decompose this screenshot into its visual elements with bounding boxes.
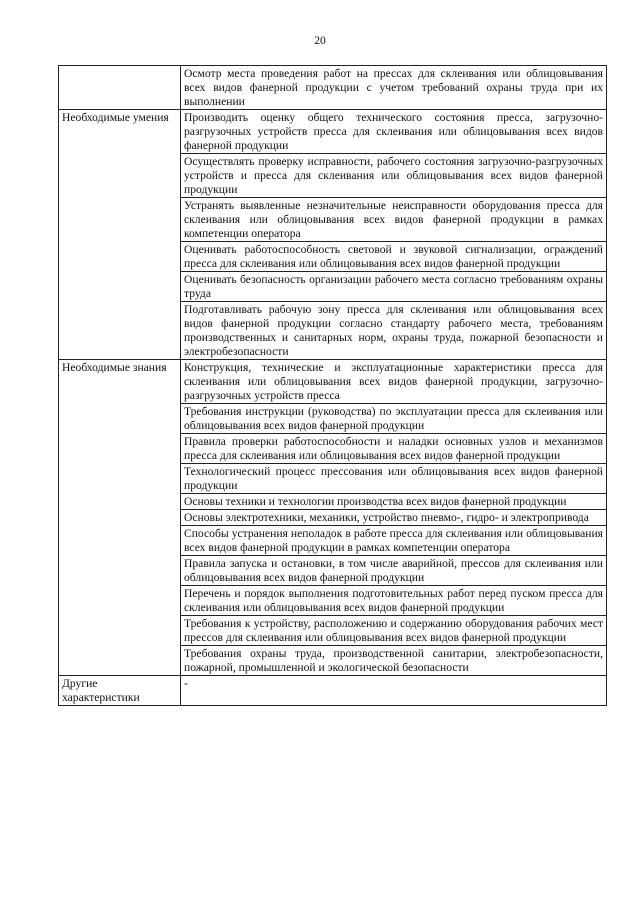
section-label-continued: [59, 66, 181, 110]
table-cell: Осуществлять проверку исправности, рабочего состояния загрузочно-разгрузочных устройств и пресса для склеивания или облицовывания всех видов фанерной продукции: [181, 154, 607, 198]
section-label-other: Другие характеристики: [59, 676, 181, 706]
table-cell: Перечень и порядок выполнения подготовительных работ перед пуском пресса для склеивания или облицовывания всех видов фанерной продукции: [181, 586, 607, 616]
table-cell: Оценивать работоспособность световой и звуковой сигнализации, ограждений пресса для склеивания или облицовывания всех видов фанерной продукции: [181, 242, 607, 272]
table-cell: Подготавливать рабочую зону пресса для склеивания или облицовывания всех видов фанерной продукции согласно стандарту рабочего места, требованиям производственных и санитарных норм, охраны труда, пожарной безопасности и электробезопасности: [181, 302, 607, 360]
table-cell: Правила проверки работоспособности и наладки основных узлов и механизмов пресса для склеивания или облицовывания всех видов фанерной продукции: [181, 434, 607, 464]
table-cell: Оценивать безопасность организации рабочего места согласно требованиям охраны труда: [181, 272, 607, 302]
table-cell: Основы электротехники, механики, устройство пневмо-, гидро- и электропривода: [181, 510, 607, 526]
table-row: [59, 360, 607, 404]
table-cell: Конструкция, технические и эксплуатационные характеристики пресса для склеивания или облицовывания всех видов фанерной продукции, загрузочно-разгрузочных устройств пресса: [181, 360, 607, 404]
table-cell: Требования инструкции (руководства) по эксплуатации пресса для склеивания или облицовывания всех видов фанерной продукции: [181, 404, 607, 434]
table-cell: -: [181, 676, 607, 706]
table-cell: Правила запуска и остановки, в том числе аварийной, прессов для склеивания или облицовывания всех видов фанерной продукции: [181, 556, 607, 586]
table-cell: Осмотр места проведения работ на прессах для склеивания или облицовывания всех видов фанерной продукции с учетом требований охраны труда при их выполнении: [181, 66, 607, 110]
table-cell: Производить оценку общего технического состояния пресса, загрузочно-разгрузочных устройств пресса для склеивания или облицовывания всех видов фанерной продукции: [181, 110, 607, 154]
table-row: [59, 66, 607, 110]
section-label-knowledge: Необходимые знания: [59, 360, 181, 676]
table-cell: Требования к устройству, расположению и содержанию оборудования рабочих мест прессов для склеивания или облицовывания всех видов фанерной продукции: [181, 616, 607, 646]
table-cell: Устранять выявленные незначительные неисправности оборудования пресса для склеивания или облицовывания всех видов фанерной продукции в рамках компетенции оператора: [181, 198, 607, 242]
table-row: [59, 676, 607, 706]
table-cell: Основы техники и технологии производства всех видов фанерной продукции: [181, 494, 607, 510]
table-row: [59, 110, 607, 154]
requirements-table: [58, 65, 607, 706]
table-cell: Технологический процесс прессования или облицовывания всех видов фанерной продукции: [181, 464, 607, 494]
table-cell: Требования охраны труда, производственной санитарии, электробезопасности, пожарной, промышленной и экологической безопасности: [181, 646, 607, 676]
table-cell: Способы устранения неполадок в работе пресса для склеивания или облицовывания всех видов фанерной продукции в рамках компетенции оператора: [181, 526, 607, 556]
section-label-skills: Необходимые умения: [59, 110, 181, 360]
page-number: 20: [314, 35, 326, 47]
